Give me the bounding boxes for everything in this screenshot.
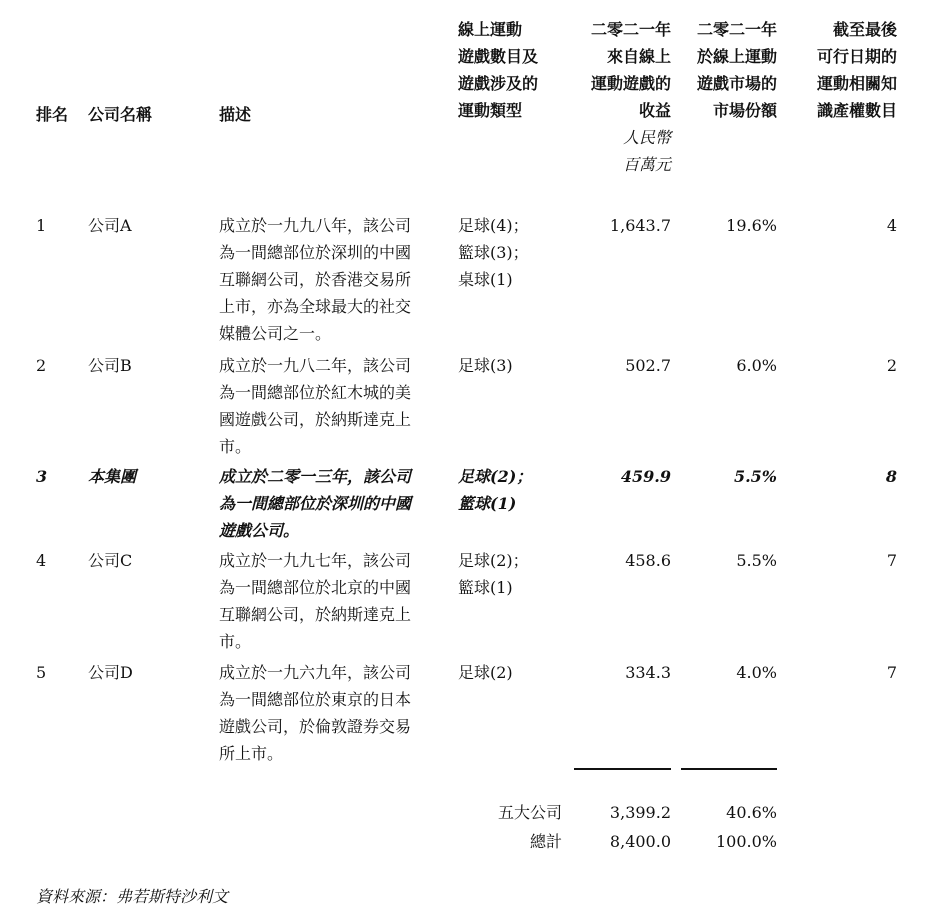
- description-line: 市。: [219, 437, 252, 456]
- row-company: 公司D: [88, 663, 133, 682]
- games-line: 籃球(1): [458, 578, 513, 597]
- header-share-line: 二零二一年: [696, 20, 777, 39]
- row-company: 公司A: [88, 216, 132, 235]
- row-ip-count: 4: [886, 216, 897, 235]
- header-rank: 排名: [36, 105, 69, 124]
- header-revenue-line: 收益: [638, 101, 671, 120]
- total-label: 總計: [529, 832, 562, 851]
- total-share: 40.6%: [726, 803, 777, 822]
- header-share: [672, 16, 777, 124]
- row-revenue: 459.9: [620, 467, 671, 486]
- header-games-line: 遊戲涉及的: [458, 74, 539, 93]
- row-games: [458, 463, 558, 517]
- row-games: [458, 212, 558, 293]
- row-ip-count: 7: [886, 551, 897, 570]
- row-company: 公司B: [88, 356, 132, 375]
- row-revenue: 1,643.7: [609, 216, 671, 235]
- header-company: 公司名稱: [88, 105, 153, 124]
- row-revenue: 502.7: [625, 356, 671, 375]
- games-line: 足球(2)；: [458, 467, 533, 486]
- description-line: 上市，亦為全球最大的社交: [219, 297, 412, 316]
- row-description: [219, 352, 455, 460]
- description-line: 所上市。: [219, 744, 284, 763]
- games-line: 足球(2): [458, 663, 513, 682]
- row-games: [458, 352, 558, 379]
- row-rank: 1: [36, 216, 47, 235]
- header-games-line: 遊戲數目及: [458, 47, 539, 66]
- row-rank: 4: [36, 551, 47, 570]
- row-share: 19.6%: [726, 216, 777, 235]
- row-games: [458, 547, 558, 601]
- row-description: [219, 463, 455, 544]
- games-line: 籃球(3)；: [458, 243, 529, 262]
- total-label: 五大公司: [497, 803, 562, 822]
- description-line: 為一間總部位於深圳的中國: [219, 243, 412, 262]
- total-revenue: 3,399.2: [609, 803, 671, 822]
- row-revenue: 334.3: [625, 663, 671, 682]
- row-description: [219, 547, 455, 655]
- description-line: 國遊戲公司，於納斯達克上: [219, 410, 412, 429]
- header-ip-count: [792, 16, 897, 124]
- header-ip-line: 可行日期的: [816, 47, 897, 66]
- description-line: 成立於二零一三年，該公司: [219, 467, 412, 486]
- description-line: 成立於一九九八年，該公司: [219, 216, 412, 235]
- description-line: 互聯網公司，於香港交易所: [219, 270, 412, 289]
- header-share-line: 市場份額: [712, 101, 777, 120]
- games-line: 足球(3): [458, 356, 513, 375]
- description-line: 為一間總部位於深圳的中國: [219, 494, 412, 513]
- row-description: [219, 212, 455, 347]
- header-share-line: 遊戲市場的: [696, 74, 777, 93]
- description-line: 遊戲公司。: [219, 521, 300, 540]
- row-ip-count: 2: [886, 356, 897, 375]
- header-ip-line: 運動相關知: [816, 74, 897, 93]
- header-unit-line: 人民幣: [622, 128, 671, 147]
- header-revenue-line: 來自線上: [606, 47, 671, 66]
- header-revenue-line: 二零二一年: [590, 20, 671, 39]
- row-share: 6.0%: [736, 356, 777, 375]
- source-note: 資料來源：弗若斯特沙利文: [36, 887, 229, 906]
- header-ip-line: 識產權數目: [816, 101, 897, 120]
- description-line: 成立於一九九七年，該公司: [219, 551, 412, 570]
- description-line: 成立於一九八二年，該公司: [219, 356, 412, 375]
- total-share: 100.0%: [715, 832, 777, 851]
- row-share: 5.5%: [733, 467, 777, 486]
- row-games: [458, 659, 558, 686]
- row-ip-count: 7: [886, 663, 897, 682]
- row-share: 4.0%: [736, 663, 777, 682]
- games-line: 足球(2)；: [458, 551, 529, 570]
- header-revenue-unit: [561, 124, 671, 178]
- share-total-rule: [681, 768, 777, 770]
- row-company: 公司C: [88, 551, 133, 570]
- header-description: 描述: [219, 105, 252, 124]
- description-line: 為一間總部位於北京的中國: [219, 578, 412, 597]
- row-rank: 2: [36, 356, 47, 375]
- header-revenue-line: 運動遊戲的: [590, 74, 671, 93]
- header-ip-line: 截至最後: [832, 20, 897, 39]
- description-line: 媒體公司之一。: [219, 324, 332, 343]
- description-line: 市。: [219, 632, 252, 651]
- games-line: 桌球(1): [458, 270, 513, 289]
- header-revenue: [561, 16, 671, 124]
- total-revenue: 8,400.0: [609, 832, 671, 851]
- row-rank: 5: [36, 663, 47, 682]
- row-share: 5.5%: [736, 551, 777, 570]
- header-games-line: 線上運動: [458, 20, 523, 39]
- games-line: 籃球(1): [458, 494, 517, 513]
- revenue-total-rule: [574, 768, 671, 770]
- description-line: 遊戲公司，於倫敦證券交易: [219, 717, 412, 736]
- row-description: [219, 659, 455, 767]
- row-rank: 3: [36, 467, 48, 486]
- games-line: 足球(4)；: [458, 216, 529, 235]
- description-line: 成立於一九六九年，該公司: [219, 663, 412, 682]
- description-line: 互聯網公司，於納斯達克上: [219, 605, 412, 624]
- description-line: 為一間總部位於紅木城的美: [219, 383, 412, 402]
- header-games-line: 運動類型: [458, 101, 523, 120]
- row-revenue: 458.6: [625, 551, 671, 570]
- header-unit-line: 百萬元: [622, 155, 671, 174]
- header-share-line: 於線上運動: [696, 47, 777, 66]
- row-company: 本集團: [88, 467, 137, 486]
- row-ip-count: 8: [885, 467, 897, 486]
- header-games: [458, 16, 538, 124]
- description-line: 為一間總部位於東京的日本: [219, 690, 412, 709]
